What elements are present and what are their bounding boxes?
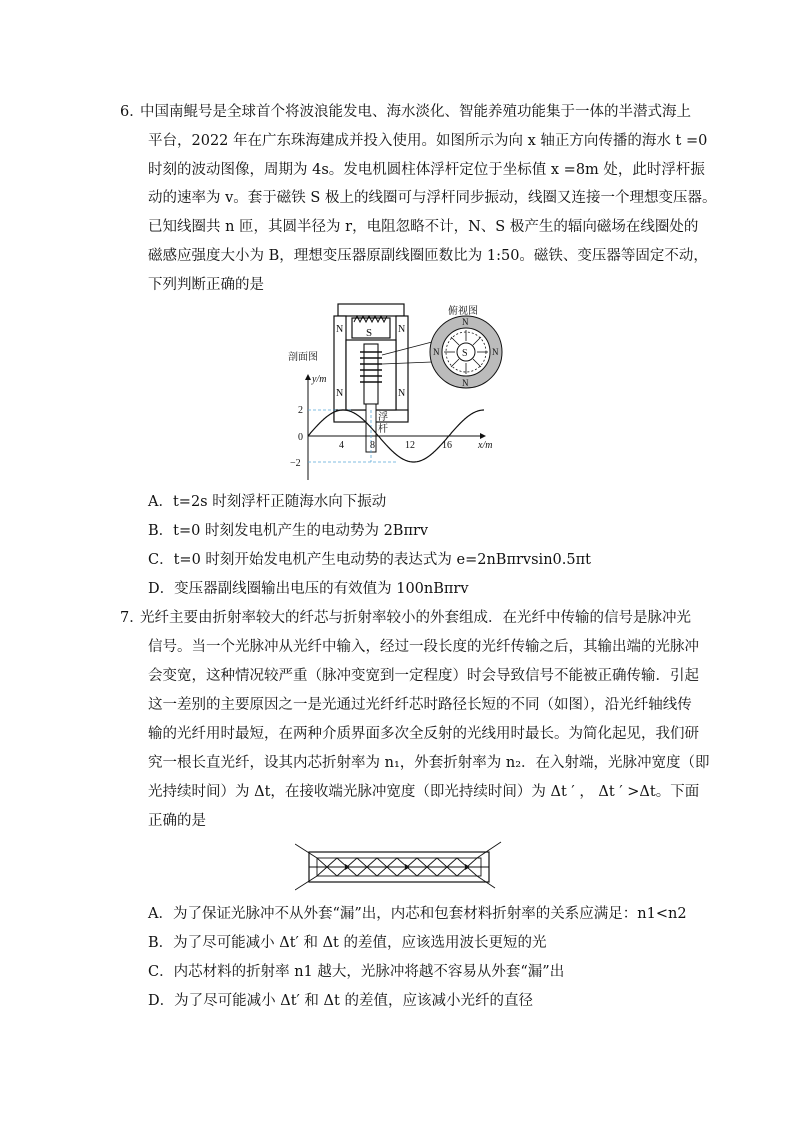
float-label-1: 浮: [378, 412, 388, 423]
float-label-2: 杆: [378, 424, 388, 435]
question-7-option-a: A．为了保证光脉冲不从外套“漏”出，内芯和包套材料折射率的关系应满足：n1<n2: [148, 906, 687, 922]
top-n-top: N: [462, 317, 469, 327]
question-7-option-d: D．为了尽可能减小 Δt′ 和 Δt 的差值，应该减小光纤的直径: [148, 993, 533, 1009]
question-7-line-6: 究一根长直光纤，设其内芯折射率为 n₁，外套折射率为 n₂．在入射端，光脉冲宽度（即: [148, 755, 710, 771]
optical-fiber-figure: [295, 840, 505, 896]
section-view-label: 剖面图: [288, 352, 318, 363]
pole-n-right-upper: N: [398, 324, 406, 335]
question-6-option-a: A．t=2s 时刻浮杆正随海水向下振动: [148, 494, 387, 510]
top-n-right: N: [492, 347, 499, 357]
y-tick-0: 0: [298, 432, 303, 443]
question-6-line-6: 磁感应强度大小为 B，理想变压器原副线圈匝数比为 1:50。磁铁、变压器等固定不动，: [148, 248, 708, 264]
top-view-label: 俯视图: [448, 306, 478, 317]
x-tick-12: 12: [405, 440, 415, 451]
question-6-line-5: 已知线圈共 n 匝，其圆半径为 r，电阻忽略不计，N、S 极产生的辐向磁场在线圈处的: [148, 219, 699, 235]
question-7-line-5: 输的光纤用时最短，在两种介质界面多次全反射的光线用时最长。为简化起见，我们研: [148, 726, 699, 742]
pole-s-section: S: [366, 327, 373, 339]
top-s-center: S: [462, 348, 468, 359]
question-7-option-c: C．内芯材料的折射率 n1 越大，光脉冲将越不容易从外套“漏”出: [148, 964, 565, 980]
top-n-bottom: N: [462, 378, 469, 388]
y-axis-label: y/m: [312, 374, 327, 385]
question-7-option-b: B．为了尽可能减小 Δt′ 和 Δt 的差值，应该选用波长更短的光: [148, 935, 547, 951]
pole-n-right-lower: N: [398, 388, 406, 399]
top-n-left: N: [433, 347, 440, 357]
question-6-line-4: 动的速率为 v。套于磁铁 S 极上的线圈可与浮杆同步振动，线圈又连接一个理想变压器。: [148, 190, 717, 206]
question-7-line-1: 光纤主要由折射率较大的纤芯与折射率较小的外套组成．在光纤中传输的信号是脉冲光: [140, 610, 691, 626]
question-6-line-7: 下列判断正确的是: [148, 277, 264, 293]
question-6-line-1: 中国南鲲号是全球首个将波浪能发电、海水淡化、智能养殖功能集于一体的半潜式海上: [140, 104, 691, 120]
question-6-option-b: B．t=0 时刻发电机产生的电动势为 2Bπrv: [148, 523, 429, 539]
x-tick-8: 8: [370, 440, 375, 451]
y-tick-2: 2: [298, 405, 303, 416]
question-6-line-3: 时刻的波动图像，周期为 4s。发电机圆柱体浮杆定位于坐标值 x =8m 处，此时浮杆振: [148, 162, 705, 178]
pole-n-left-upper: N: [336, 324, 344, 335]
question-6-line-2: 平台，2022 年在广东珠海建成并投入使用。如图所示为向 x 轴正方向传播的海水 t =0: [148, 133, 708, 149]
x-tick-16: 16: [442, 440, 452, 451]
y-tick-neg2: −2: [290, 458, 301, 469]
question-7-line-2: 信号。当一个光脉冲从光纤中输入，经过一段长度的光纤传输之后，其输出端的光脉冲: [148, 639, 699, 655]
generator-wave-figure: [280, 300, 520, 480]
question-6-number: 6．: [120, 104, 144, 120]
question-7-line-3: 会变宽，这种情况较严重（脉冲变宽到一定程度）时会导致信号不能被正确传输．引起: [148, 668, 699, 684]
question-6-option-d: D．变压器副线圈输出电压的有效值为 100nBπrv: [148, 581, 469, 597]
question-6-option-c: C．t=0 时刻开始发电机产生电动势的表达式为 e=2nBπrvsin0.5πt: [148, 552, 591, 568]
question-7-line-8: 正确的是: [148, 813, 206, 829]
x-tick-4: 4: [339, 440, 344, 451]
question-7-number: 7．: [120, 610, 144, 626]
x-axis-label: x/m: [478, 440, 493, 451]
pole-n-left-lower: N: [336, 388, 344, 399]
question-7-line-7: 光持续时间）为 Δt，在接收端光脉冲宽度（即光持续时间）为 Δt ′ ， Δt ′ >Δt。下面: [148, 784, 700, 800]
question-7-line-4: 这一差别的主要原因之一是光通过光纤纤芯时路径长短的不同（如图），沿光纤轴线传: [148, 697, 692, 713]
